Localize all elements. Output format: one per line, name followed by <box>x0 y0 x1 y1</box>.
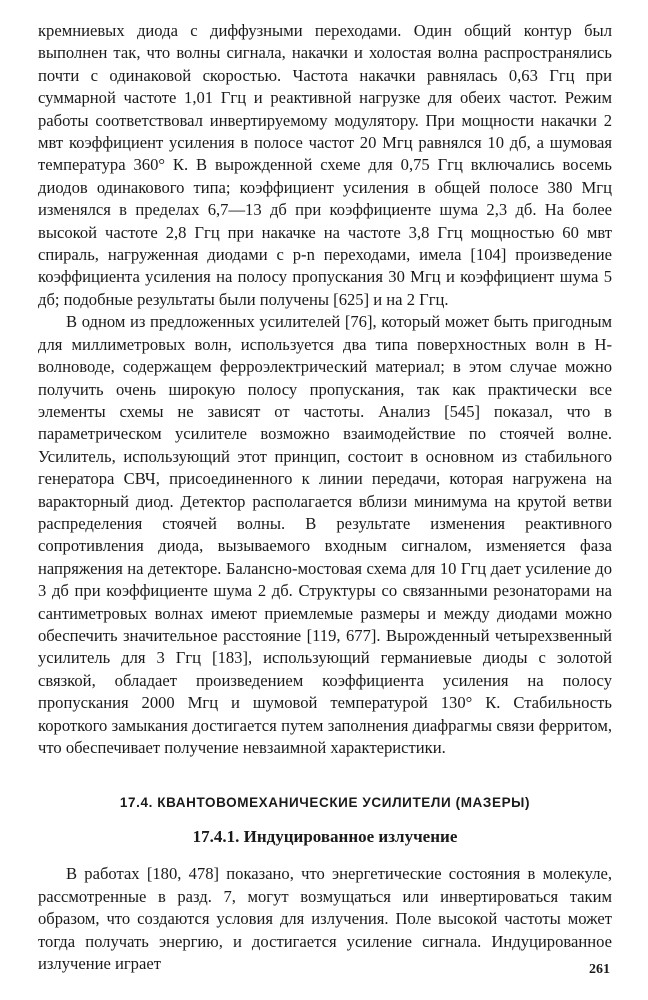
section-title: 17.4. КВАНТОВОМЕХАНИЧЕСКИЕ УСИЛИТЕЛИ (МАЗЕРЫ) <box>119 795 531 811</box>
paragraph-parametric-amplifiers: В одном из предложенных усилителей [76], который может быть пригодным для миллиметровых волн, используется два типа поверхностных волн в H-волноводе, содержащем ферроэлектрический материал; в этом случае можно получить очень широкую полосу пропускания, так как практически все элементы схемы не зависят от частоты. Анализ [545] показал, что в параметрическом усилителе возможно взаимодействие по стоячей волне. Усилитель, использующий этот принцип, состоит в основном из стабильного генератора СВЧ, присоединенного к линии передачи, которая нагружена на варакторный диод. Детектор располагается вблизи минимума на крутой ветви распределения стоячей волны. В результате изменения реактивного сопротивления диода, вызываемого входным сигналом, изменяется фаза напряжения на детекторе. Балансно-мостовая схема для 10 Ггц дает усиление до 3 дб при коэффициенте шума 2 дб. Структуры со связанными резонаторами на сантиметровых волнах имеют приемлемые размеры и между диодами можно обеспечить значительное расстояние [119, 677]. Вырожденный четырехзвенный усилитель для 3 Ггц [183], использующий германиевые диоды с золотой связкой, обладает произведением коэффициента усиления на полосу пропускания 2000 Мгц и шумовой температурой 130° К. Стабильность короткого замыкания достигается путем заполнения диафрагмы связи ферритом, что обеспечивает получение невзаимной характеристики. <box>38 312 612 757</box>
paragraph-continuation: кремниевых диода с диффузными переходами. Один общий контур был выполнен так, что волны сигнала, накачки и холостая волна распространялись почти с одинаковой скоростью. Частота накачки равнялась 0,63 Ггц при суммарной частоте 1,01 Ггц и реактивной нагрузке для обеих частот. Режим работы соответствовал инвертируемому модулятору. При мощности накачки 2 мвт коэффициент усиления в полосе частот 20 Мгц равнялся 10 дб, а шумовая температура 360° К. В вырожденной схеме для 0,75 Ггц включались восемь диодов одинакового типа; коэффициент усиления в общей полосе 380 Мгц изменялся в пределах 6,7—13 дб при коэффициенте шума 2,3 дб. На более высокой частоте 2,8 Ггц при накачке на частоте 3,8 Ггц мощностью 60 мвт спираль, нагруженная диодами с p-n переходами, имела [104] произведение коэффициента усиления на полосу пропускания 30 Мгц и коэффициент шума 5 дб; подобные результаты были получены [625] и на 2 Ггц. <box>38 21 612 309</box>
paragraph-induced-emission: В работах [180, 478] показано, что энергетические состояния в молекуле, рассмотренные в разд. 7, могут возмущаться или инвертироваться таким образом, что создаются условия для излучения. Поле высокой частоты может тогда получать энергию, и достигается усиление сигнала. Индуцированное излучение играет <box>38 864 612 974</box>
subsection-title: 17.4.1. Индуцированное излучение <box>192 827 458 847</box>
book-page <box>38 20 612 975</box>
page-number: 261 <box>589 962 610 977</box>
